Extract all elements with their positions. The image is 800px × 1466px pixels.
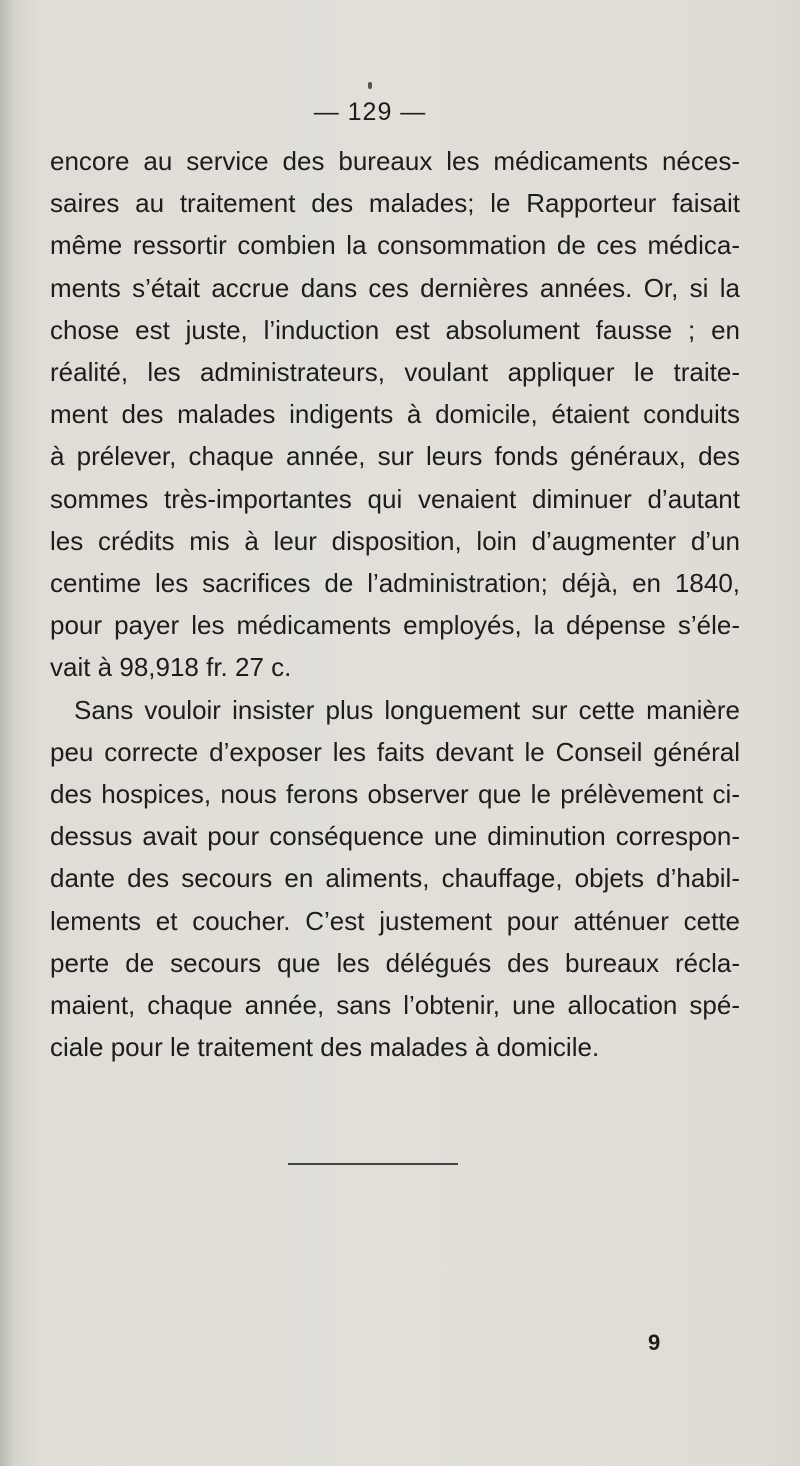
text-line: les crédits mis à leur disposition, loin d’augmenter d’un	[50, 525, 740, 556]
body-text	[50, 140, 740, 1068]
signature-mark: 9	[648, 1330, 661, 1355]
text-line: ments s’était accrue dans ces dernières années. Or, si la	[50, 272, 740, 303]
text-line: réalité, les administrateurs, voulant appliquer le traite-	[50, 357, 740, 388]
text-line: même ressortir combien la consommation de ces médica-	[50, 230, 740, 261]
text-line: encore au service des bureaux les médicaments néces-	[50, 146, 740, 176]
text-line: des hospices, nous ferons observer que le prélèvement ci-	[50, 779, 740, 810]
section-rule	[288, 1163, 458, 1165]
ink-speck	[368, 82, 372, 89]
text-line: saires au traitement des malades; le Rapporteur faisait	[50, 188, 740, 219]
text-line: dessus avait pour conséquence une diminution correspon-	[50, 821, 740, 852]
text-line: pour payer les médicaments employés, la dépense s’éle-	[50, 610, 740, 641]
text-line: à prélever, chaque année, sur leurs fonds généraux, des	[50, 441, 740, 472]
text-line: sommes très-importantes qui venaient diminuer d’autant	[50, 483, 740, 514]
text-line: centime les sacrifices de l’administration; déjà, en 1840,	[50, 568, 740, 599]
text-line: chose est juste, l’induction est absolument fausse ; en	[50, 314, 740, 345]
text-line: maient, chaque année, sans l’obtenir, une allocation spé-	[50, 990, 740, 1021]
text-line: Sans vouloir insister plus longuement sur cette manière	[74, 694, 740, 725]
text-line: peu correcte d’exposer les faits devant le Conseil général	[50, 736, 740, 767]
text-line: vait à 98,918 fr. 27 c.	[50, 652, 292, 683]
text-line: lements et coucher. C’est justement pour atténuer cette	[50, 905, 740, 936]
page-number: — 129 —	[313, 98, 427, 126]
text-line: ciale pour le traitement des malades à domicile.	[50, 1032, 600, 1063]
text-line: perte de secours que les délégués des bureaux récla-	[50, 947, 740, 978]
text-line: ment des malades indigents à domicile, étaient conduits	[50, 399, 740, 430]
text-line: dante des secours en aliments, chauffage, objets d’habil-	[50, 863, 740, 894]
